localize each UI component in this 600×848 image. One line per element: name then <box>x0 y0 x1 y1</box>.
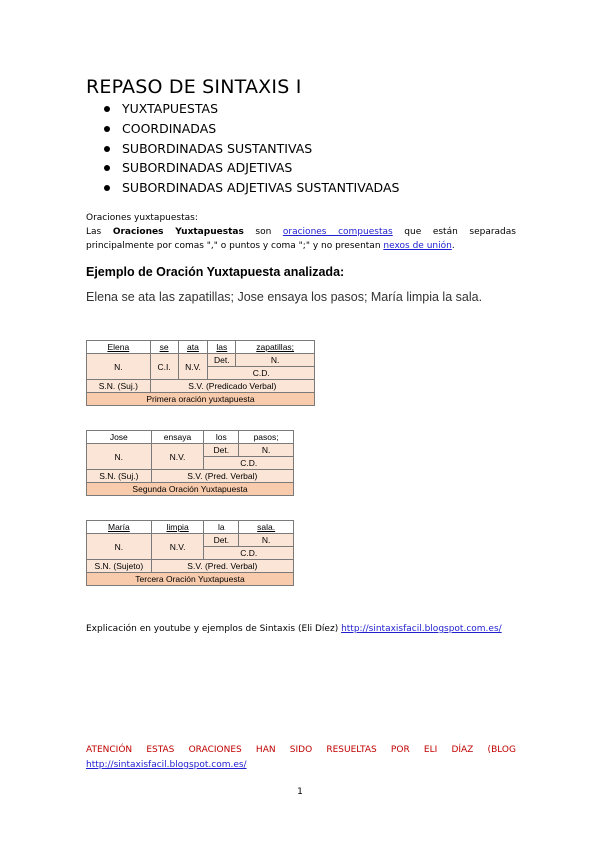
bullet-icon <box>104 185 110 191</box>
bullet-icon <box>104 126 110 132</box>
analysis-table-2 <box>86 430 294 496</box>
cd-cell: C.D. <box>204 547 294 560</box>
bullet-icon <box>104 106 110 112</box>
list-item: SUBORDINADAS SUSTANTIVAS <box>100 139 399 159</box>
analysis-table-1 <box>86 340 315 406</box>
oraciones-compuestas-link[interactable]: oraciones compuestas <box>282 227 393 237</box>
youtube-explanation: Explicación en youtube y ejemplos de Sintaxis (Eli Díez) http://sintaxisfacil.blogspot.com.es/ <box>86 624 502 634</box>
word-cell: limpia <box>151 521 204 534</box>
blog-link[interactable]: http://sintaxisfacil.blogspot.com.es/ <box>341 624 502 634</box>
word-cell: la <box>204 521 239 534</box>
table-caption: Primera oración yuxtapuesta <box>87 393 315 406</box>
word-cell: ata <box>178 341 208 354</box>
definition-text: Las Oraciones Yuxtapuestas son oraciones compuestas que están separadas principalmente por comas "," o puntos y coma ";" y no presentan nexos de unión. <box>86 227 516 251</box>
word-cell: zapatillas; <box>236 341 315 354</box>
bullet-icon <box>104 165 110 171</box>
word-cell: ensaya <box>151 431 204 444</box>
cd-cell: C.D. <box>204 457 294 470</box>
definition-heading: Oraciones yuxtapuestas: <box>86 213 198 223</box>
noun-cell: N. <box>239 534 294 547</box>
warning-blog-link[interactable]: http://sintaxisfacil.blogspot.com.es/ <box>86 760 247 770</box>
sv-cell: S.V. (Pred. Verbal) <box>151 470 293 483</box>
word-cell: sala. <box>239 521 294 534</box>
det-cell: Det. <box>204 444 239 457</box>
sn-cell: S.N. (Suj.) <box>87 380 151 393</box>
word-cell: las <box>208 341 236 354</box>
verb-nucleus-cell: N.V. <box>151 444 204 470</box>
word-cell: Jose <box>87 431 152 444</box>
page-number: 1 <box>297 787 303 797</box>
warning-notice: ATENCIÓN ESTAS ORACIONES HAN SIDO RESUELTAS POR ELI DÍAZ (BLOG <box>86 745 516 755</box>
list-item: YUXTAPUESTAS <box>100 99 399 119</box>
sn-cell: S.N. (Suj.) <box>87 470 152 483</box>
word-cell: pasos; <box>239 431 294 444</box>
subject-nucleus-cell: N. <box>87 444 152 470</box>
sn-cell: S.N. (Sujeto) <box>87 560 152 573</box>
definition-block <box>86 211 516 253</box>
table-caption: Tercera Oración Yuxtapuesta <box>87 573 294 586</box>
definition-bold-term: Oraciones Yuxtapuestas <box>112 227 244 237</box>
example-sentence: Elena se ata las zapatillas; Jose ensaya los pasos; María limpia la sala. <box>86 290 483 304</box>
bullet-icon <box>104 146 110 152</box>
topic-list <box>100 99 399 198</box>
verb-nucleus-cell: N.V. <box>151 534 204 560</box>
analysis-table-3 <box>86 520 294 586</box>
sv-cell: S.V. (Predicado Verbal) <box>150 380 314 393</box>
noun-cell: N. <box>236 354 315 367</box>
example-heading: Ejemplo de Oración Yuxtapuesta analizada: <box>86 265 345 279</box>
page-title: REPASO DE SINTAXIS I <box>86 76 302 98</box>
word-cell: los <box>204 431 239 444</box>
det-cell: Det. <box>204 534 239 547</box>
nexos-de-union-link[interactable]: nexos de unión <box>383 241 452 251</box>
ci-cell: C.I. <box>150 354 178 380</box>
list-item: COORDINADAS <box>100 119 399 139</box>
word-cell: se <box>150 341 178 354</box>
word-cell: María <box>87 521 152 534</box>
cd-cell: C.D. <box>208 367 315 380</box>
list-item: SUBORDINADAS ADJETIVAS SUSTANTIVADAS <box>100 178 399 198</box>
word-cell: Elena <box>87 341 151 354</box>
verb-nucleus-cell: N.V. <box>178 354 208 380</box>
table-caption: Segunda Oración Yuxtapuesta <box>87 483 294 496</box>
sv-cell: S.V. (Pred. Verbal) <box>151 560 293 573</box>
subject-nucleus-cell: N. <box>87 354 151 380</box>
noun-cell: N. <box>239 444 294 457</box>
subject-nucleus-cell: N. <box>87 534 152 560</box>
list-item: SUBORDINADAS ADJETIVAS <box>100 158 399 178</box>
det-cell: Det. <box>208 354 236 367</box>
